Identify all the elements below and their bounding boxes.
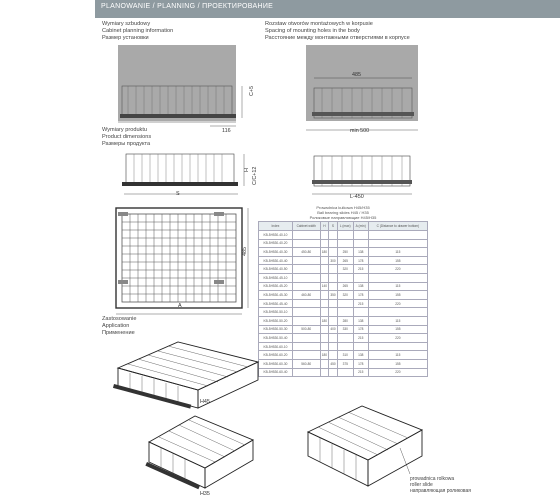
table-cell: 115 — [368, 351, 427, 360]
table-row — [259, 273, 428, 282]
table-row — [259, 248, 428, 257]
table-cell: 178 — [353, 291, 368, 300]
table-cell — [368, 273, 427, 282]
table-cell: 138 — [353, 351, 368, 360]
table-cell — [329, 308, 338, 317]
table-row — [259, 325, 428, 334]
table-cell: 500-80 — [292, 325, 320, 334]
basket-h45-perspective-drawing — [108, 338, 268, 408]
table-cell — [320, 239, 329, 248]
table-header: L (max) — [337, 222, 353, 231]
caption-line: Rozstaw otworów montażowych w korpusie — [265, 21, 373, 27]
table-row — [259, 231, 428, 240]
dim-h45: H45 — [200, 399, 210, 405]
table-cell — [329, 342, 338, 351]
table-cell: 280 — [337, 316, 353, 325]
dim-c5: C+5 — [249, 85, 255, 96]
table-cell: 560-80 — [292, 359, 320, 368]
table-cell — [329, 273, 338, 282]
dim-l450: L-450 — [350, 194, 364, 200]
table-cell — [329, 368, 338, 377]
table-cell — [292, 368, 320, 377]
table-cell — [353, 308, 368, 317]
table-row — [259, 351, 428, 360]
basket-top-view-drawing — [114, 206, 254, 318]
table-cell — [320, 265, 329, 274]
table-body — [259, 231, 428, 377]
table-cell — [292, 282, 320, 291]
table-cell — [320, 334, 329, 343]
table-cell — [292, 265, 320, 274]
table-cell: 310 — [337, 351, 353, 360]
table-cell: 140 — [320, 282, 329, 291]
table-cell: 460-80 — [292, 291, 320, 300]
table-cell: 330 — [337, 325, 353, 334]
table-cell: 450-80 — [292, 248, 320, 257]
table-cell — [337, 308, 353, 317]
table-cell — [337, 231, 353, 240]
table-cell — [329, 351, 338, 360]
table-row — [259, 342, 428, 351]
caption-line: prowadnica rolkowa — [410, 476, 455, 482]
dim-485-top: 485 — [352, 72, 361, 78]
table-cell — [292, 256, 320, 265]
table-cell — [329, 265, 338, 274]
table-title-line: Prowadnica kulkowa H45/H35 — [316, 205, 370, 210]
table-cell: KB-5H530-50-10 — [259, 308, 293, 317]
table-cell: KB-5H530-60-40 — [259, 368, 293, 377]
table-row — [259, 308, 428, 317]
table-cell: KB-5H530-60-30 — [259, 359, 293, 368]
product-dimensions-caption — [102, 127, 151, 148]
table-cell — [329, 316, 338, 325]
table-cell — [292, 316, 320, 325]
table-row — [259, 291, 428, 300]
table-cell — [320, 359, 329, 368]
table-cell: 220 — [368, 368, 427, 377]
table-cell: KB-5H530-45-40 — [259, 299, 293, 308]
table-cell — [353, 231, 368, 240]
table-row — [259, 368, 428, 377]
table-cell: 450 — [329, 359, 338, 368]
table-cell: KB-5H530-45-10 — [259, 273, 293, 282]
table-title-line: Ball bearing slides H45 / H35 — [317, 210, 369, 215]
table-row — [259, 359, 428, 368]
dim-116: 116 — [222, 128, 231, 134]
caption-line: Расстояние между монтажными отверстиями в корпусе — [265, 35, 410, 41]
caption-line: Применение — [102, 330, 135, 336]
roller-slide-caption — [410, 476, 471, 494]
table-cell — [368, 231, 427, 240]
table-cell — [337, 299, 353, 308]
dim-min500: min 500 — [350, 128, 370, 134]
table-cell — [329, 282, 338, 291]
table-title-line: Роликовые направляющие H45/H35 — [309, 215, 377, 220]
basket-side-drawing — [120, 152, 250, 202]
table-cell: 180 — [320, 316, 329, 325]
table-cell — [368, 239, 427, 248]
table-cell: 215 — [353, 299, 368, 308]
table-cell: KB-5H530-45-30 — [259, 291, 293, 300]
table-cell — [320, 308, 329, 317]
table-cell — [353, 342, 368, 351]
table-cell: KB-5H530-40-50 — [259, 265, 293, 274]
table-cell — [320, 291, 329, 300]
table-cell — [329, 239, 338, 248]
table-cell: 155 — [368, 325, 427, 334]
table-cell: KB-5H530-40-10 — [259, 231, 293, 240]
table-cell: 220 — [368, 299, 427, 308]
table-cell — [329, 299, 338, 308]
caption-line: Application — [102, 323, 130, 329]
table-cell — [337, 368, 353, 377]
table-cell: 320 — [337, 265, 353, 274]
table-cell: 138 — [353, 282, 368, 291]
table-cell — [320, 231, 329, 240]
table-cell — [329, 248, 338, 257]
table-cell — [292, 239, 320, 248]
header-title: PLANOWANIE / PLANNING / ПРОЕКТИРОВАНИЕ — [101, 3, 274, 10]
table-row — [259, 334, 428, 343]
table-cell: 215 — [353, 265, 368, 274]
table-cell — [353, 273, 368, 282]
table-cell: 350 — [329, 291, 338, 300]
caption-line: направляющая роликовая — [410, 488, 471, 494]
table-row — [259, 282, 428, 291]
table-cell: KB-5H530-40-20 — [259, 239, 293, 248]
table-cell: 138 — [353, 248, 368, 257]
table-cell — [292, 334, 320, 343]
table-header: H — [320, 222, 329, 231]
table-cell — [368, 342, 427, 351]
table-cell: KB-5H530-50-30 — [259, 325, 293, 334]
table-header: Index — [259, 222, 293, 231]
table-cell — [292, 299, 320, 308]
table-header: Cabinet width — [292, 222, 320, 231]
table-row — [259, 239, 428, 248]
table-row — [259, 265, 428, 274]
table-cell: 155 — [368, 359, 427, 368]
caption-line: Размеры продукта — [102, 141, 151, 147]
table-cell — [292, 231, 320, 240]
table-row — [259, 316, 428, 325]
table-cell: 300 — [329, 256, 338, 265]
table-cell — [320, 299, 329, 308]
table-cell — [320, 325, 329, 334]
table-cell: 155 — [368, 291, 427, 300]
table-cell — [292, 308, 320, 317]
caption-line: Wymiary produktu — [102, 127, 148, 133]
table-cell — [337, 239, 353, 248]
caption-line: Размер установки — [102, 35, 149, 41]
basket-h35-perspective-drawing — [145, 412, 255, 492]
table-cell: 138 — [353, 316, 368, 325]
table-title — [258, 205, 428, 220]
table-cell — [329, 231, 338, 240]
dim-h: H — [244, 168, 250, 172]
mounting-holes-caption — [265, 21, 410, 42]
basket-front-drawing — [310, 154, 420, 204]
table-cell — [320, 273, 329, 282]
table-cell: 265 — [337, 282, 353, 291]
section-header — [95, 0, 560, 18]
table-cell: 375 — [337, 359, 353, 368]
table-cell: 220 — [368, 334, 427, 343]
table-row — [259, 299, 428, 308]
table-cell — [320, 256, 329, 265]
table-cell: KB-5H530-40-40 — [259, 256, 293, 265]
dim-485-side: 485 — [242, 247, 248, 256]
table-cell: KB-5H530-50-40 — [259, 334, 293, 343]
table-cell — [292, 273, 320, 282]
table-cell — [329, 334, 338, 343]
application-caption — [102, 316, 137, 337]
table-cell — [337, 342, 353, 351]
dim-s: S — [176, 191, 180, 197]
table-cell: KB-5H530-60-10 — [259, 342, 293, 351]
caption-line: Cabinet planning information — [102, 28, 174, 34]
table-cell — [353, 239, 368, 248]
caption-line: Wymiary szbudowy — [102, 21, 151, 27]
table-cell — [292, 351, 320, 360]
table-cell: KB-5H530-40-30 — [259, 248, 293, 257]
dim-h35: H35 — [200, 491, 210, 497]
table-cell: 320 — [337, 291, 353, 300]
cabinet-planning-caption — [102, 21, 173, 42]
table-row — [259, 256, 428, 265]
table-cell: 180 — [320, 351, 329, 360]
table-header-row — [259, 222, 428, 231]
table-cell: 178 — [353, 359, 368, 368]
dim-c-c12: C/C+12 — [252, 166, 258, 185]
table-cell: KB-5H530-45-20 — [259, 282, 293, 291]
table-cell: 115 — [368, 248, 427, 257]
table-cell — [337, 273, 353, 282]
table-header: C (Distance to drawer bottom) — [368, 222, 427, 231]
table-header: A (min) — [353, 222, 368, 231]
table-cell: 155 — [368, 256, 427, 265]
table-cell: 215 — [353, 334, 368, 343]
table-header: S — [329, 222, 338, 231]
table-cell — [320, 342, 329, 351]
table-cell: KB-5H530-50-20 — [259, 316, 293, 325]
table-cell — [337, 334, 353, 343]
table-cell: KB-5H530-60-20 — [259, 351, 293, 360]
table-cell: 115 — [368, 316, 427, 325]
table-cell — [292, 342, 320, 351]
caption-line: Zastosowanie — [102, 316, 137, 322]
table-cell: 250 — [337, 248, 353, 257]
dim-a: A — [178, 303, 182, 309]
caption-line: Spacing of mounting holes in the body — [265, 28, 360, 34]
table-cell: 215 — [353, 368, 368, 377]
caption-line: Product dimensions — [102, 134, 152, 140]
table-cell — [320, 368, 329, 377]
caption-line: roller slide — [410, 482, 433, 488]
spec-table — [258, 221, 428, 377]
table-cell: 178 — [353, 325, 368, 334]
table-cell: 265 — [337, 256, 353, 265]
table-cell: 220 — [368, 265, 427, 274]
table-cell: 180 — [320, 248, 329, 257]
table-cell: 400 — [329, 325, 338, 334]
table-cell: 115 — [368, 282, 427, 291]
table-cell: 178 — [353, 256, 368, 265]
table-cell — [368, 308, 427, 317]
